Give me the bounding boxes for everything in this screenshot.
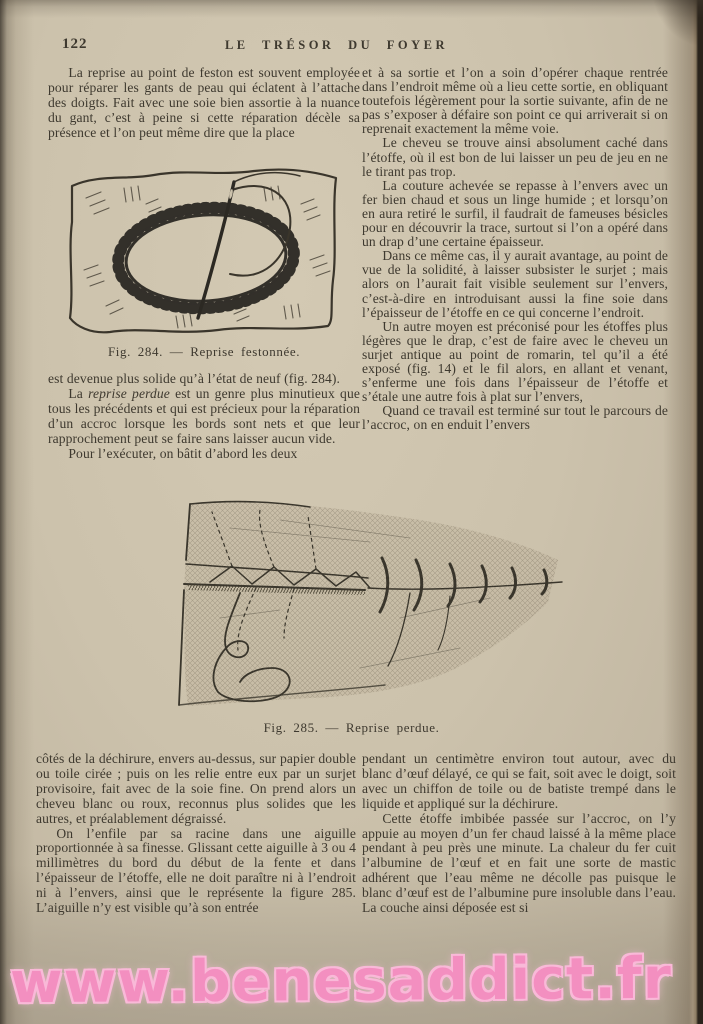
paragraph: Un autre moyen est préconisé pour les étoffes plus légères que le drap, c’est de faire avec le cheveu un surjet antique au point de romarin, tel qu’il a été exposé (fig. 14) et le fil alors, en allant et venant, s’enferme une fois dans l’épaisseur de l’étoffe et s’étale une autre fois à plat sur l’envers, [362, 318, 668, 405]
paragraph: Pour l’exécuter, on bâtit d’abord les deux [68, 445, 298, 461]
paragraph: On l’enfile par sa racine dans une aiguille proportionnée à sa finesse. Glissant cette aiguille à 3 ou 4 millimètres du bord du début de la fente et dans l’épaisseur de l’étoffe, elle ne doit paraître ni à l’endroit ni à l’envers, ainsi que le représente la figure 285. L’aiguille n’y est visible qu’à son entrée [36, 825, 356, 916]
right-column-bottom [362, 752, 676, 916]
text-run: La [68, 385, 89, 401]
paragraph [48, 387, 360, 447]
paragraph: Le cheveu se trouve ainsi absolument caché dans l’étoffe, où il est bon de lui laisser un peu de jeu en ne le tirant pas trop. [362, 135, 668, 179]
paragraph: et à sa sortie et l’on a soin d’opérer chaque rentrée dans l’endroit même où a lieu cette sortie, en obliquant toutefois légèrement pour la sortie suivante, afin de ne pas s’exposer à défaire son point ce qui arriverait si on reprenait exactement la même voie. [362, 65, 668, 137]
paragraph: pendant un centimètre environ tout autour, avec du blanc d’œuf délayé, ce qui se fait, soit avec le doigt, soit avec un chiffon de toile ou de batiste trempé dans le liquide et appliqué sur la déchirure. [362, 751, 676, 811]
site-watermark: www.benesaddict.fr [9, 945, 673, 1017]
page-header [0, 36, 703, 56]
paragraph: Quand ce travail est terminé sur tout le parcours de l’accroc, on en enduit l’envers [362, 403, 668, 433]
fig285-caption: Fig. 285. — Reprise perdue. [263, 720, 440, 735]
left-column-bottom [36, 752, 356, 916]
paragraph: Dans ce même cas, il y aurait avantage, au point de vue de la solidité, à laisser subsister le surjet ; mais alors on l’aurait fait visible seulement sur l’envers, c’est-à-dire en introduisant aussi la fine soie dans l’épaisseur de l’étoffe en ce qui concerne l’endroit. [362, 248, 668, 320]
fig284-illustration [58, 160, 350, 340]
text-run: est un genre plus minutieux que tous les précédents et qui est précieux pour la réparation d’un accroc lorsque les bords sont nets et que leur rapprochement peut se faire sans laisser aucun vide. [48, 385, 360, 446]
festoon-darning-drawing [58, 160, 350, 340]
paragraph: côtés de la déchirure, envers au-dessus, sur papier double ou toile cirée ; puis on les relie entre eux par un surjet provisoire, fait avec de la soie fine. On prend alors un cheveu blanc ou roux, reconnus plus solides que les autres, et préalablement dégraissé. [36, 751, 356, 826]
right-column-top [362, 66, 668, 432]
invisible-darning-drawing [160, 498, 570, 713]
running-title: LE TRÉSOR DU FOYER [224, 38, 449, 52]
paragraph: La couture achevée se repasse à l’envers avec un fer bien chaud et sous un linge humide ; et lorsqu’on en aura retiré le surfil, il faudrait de fameuses bésicles pour en découvrir la trace, surtout si l’on a opéré dans un drap d’une certaine épaisseur. [362, 177, 668, 250]
fig284-caption: Fig. 284. — Reprise festonnée. [107, 344, 301, 359]
paragraph: La reprise au point de feston est souvent employée pour réparer les gants de peau qui éclatent à l’attache des doigts. Fait avec une soie bien assortie à la nuance du gant, c’est à peine si cette réparation décèle sa présence et l’on peut même dire que la place [48, 65, 360, 140]
left-column-middle [48, 372, 360, 461]
paragraph: Cette étoffe imbibée passée sur l’accroc, on l’y appuie au moyen d’un fer chaud laissé à la même place pendant à peu près une minute. La chaleur du fer cuit l’albumine de l’œuf et en fait une sorte de mastic adhérent que l’eau même ne décolle pas puisque le blanc d’œuf est de l’albumine pure insoluble dans l’eau. La couche ainsi déposée est si [362, 810, 676, 916]
fig285-illustration [160, 498, 570, 713]
page-number: 122 [62, 36, 88, 52]
paragraph: est devenue plus solide qu’à l’état de neuf (fig. 284). [48, 371, 341, 386]
left-column-top [48, 66, 360, 141]
italic-term: reprise perdue [88, 385, 170, 401]
